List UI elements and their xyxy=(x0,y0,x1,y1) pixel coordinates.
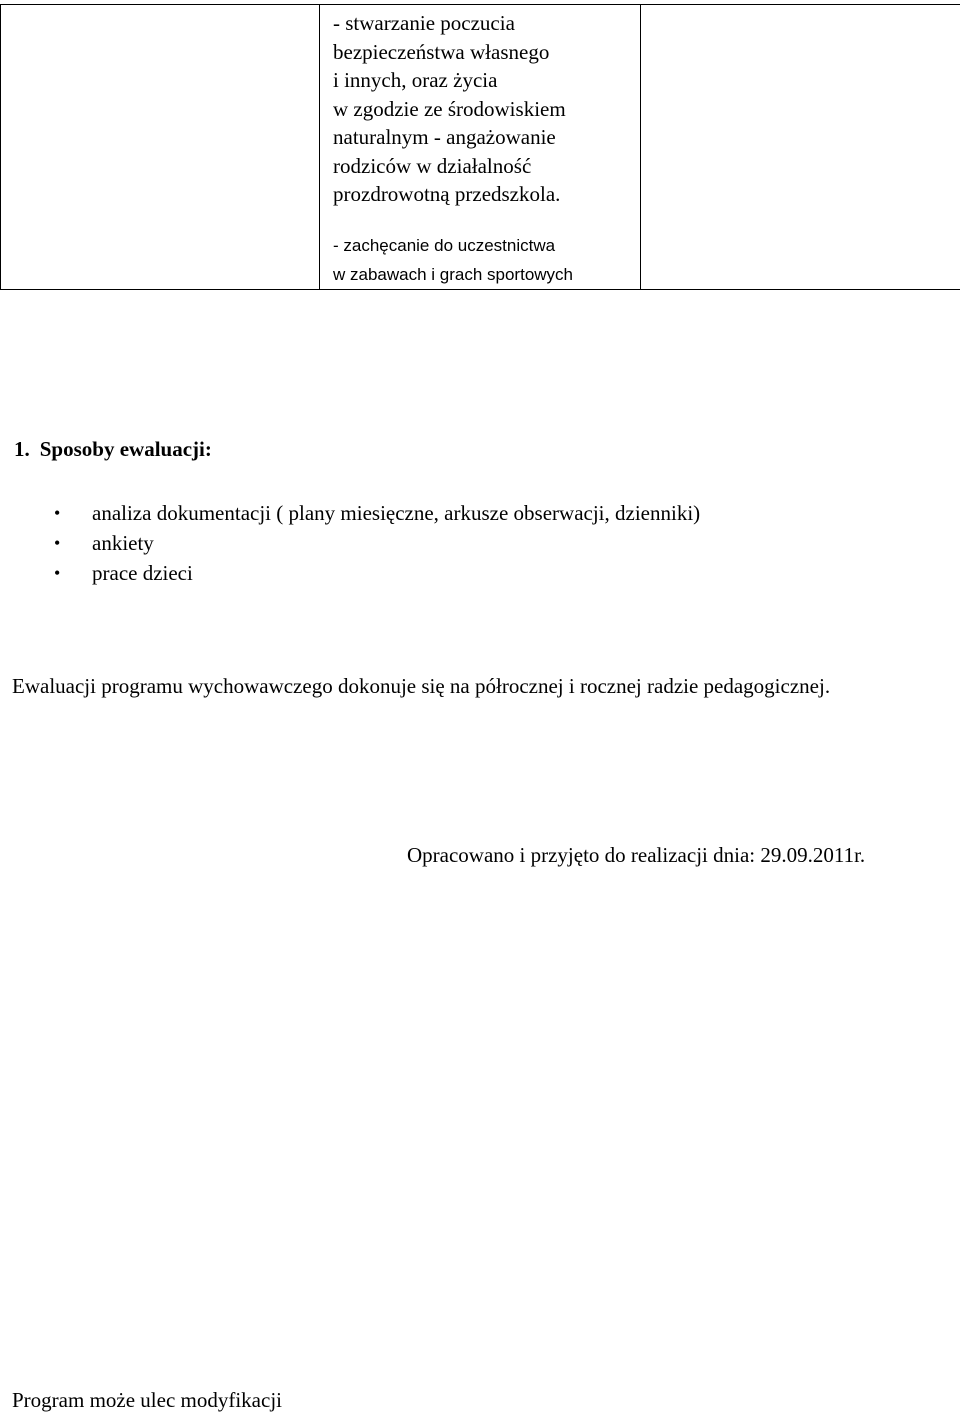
bullet-icon: • xyxy=(54,563,61,583)
table-cell-empty-right xyxy=(641,5,960,290)
goal-line: - stwarzanie poczucia xyxy=(333,11,515,35)
goal-line: i innych, oraz życia xyxy=(333,68,498,92)
list-item-text: ankiety xyxy=(92,531,154,555)
bullet-icon: • xyxy=(54,533,61,553)
evaluation-paragraph: Ewaluacji programu wychowawczego dokonuje się na półrocznej i rocznej radzie pedagogicznej. xyxy=(12,674,831,698)
goal-text-serif xyxy=(333,9,640,209)
goal-line: bezpieczeństwa własnego xyxy=(333,39,550,64)
bullet-icon: • xyxy=(54,503,61,523)
goal-line: w zabawach i grach sportowych xyxy=(333,264,574,284)
goal-line: - zachęcanie do uczestnictwa xyxy=(333,235,556,255)
goal-line: w zgodzie ze środowiskiem xyxy=(333,96,566,121)
list-item-text: prace dzieci xyxy=(92,561,193,585)
adoption-date-note: Opracowano i przyjęto do realizacji dnia: 29.09.2011r. xyxy=(407,843,866,867)
table-row xyxy=(1,5,960,290)
heading-number: 1. xyxy=(14,437,30,461)
list-item xyxy=(0,498,700,528)
list-item xyxy=(0,528,700,558)
goal-line: naturalnym - angażowanie xyxy=(333,125,556,149)
goal-line: prozdrowotną przedszkola. xyxy=(333,182,561,206)
heading-text: Sposoby ewaluacji: xyxy=(39,437,212,461)
table-cell-goals xyxy=(320,5,641,290)
evaluation-heading xyxy=(14,437,212,462)
goals-table-fragment xyxy=(0,4,960,290)
goal-line: rodziców w działalność xyxy=(333,153,532,178)
list-item-text: analiza dokumentacji ( plany miesięczne, arkusze obserwacji, dzienniki) xyxy=(92,501,701,525)
footer-note: Program może ulec modyfikacji xyxy=(12,1388,282,1412)
list-item xyxy=(0,558,700,588)
goal-text-sans xyxy=(333,231,640,289)
table-cell-empty-left xyxy=(1,5,320,290)
evaluation-methods-list xyxy=(0,498,700,588)
